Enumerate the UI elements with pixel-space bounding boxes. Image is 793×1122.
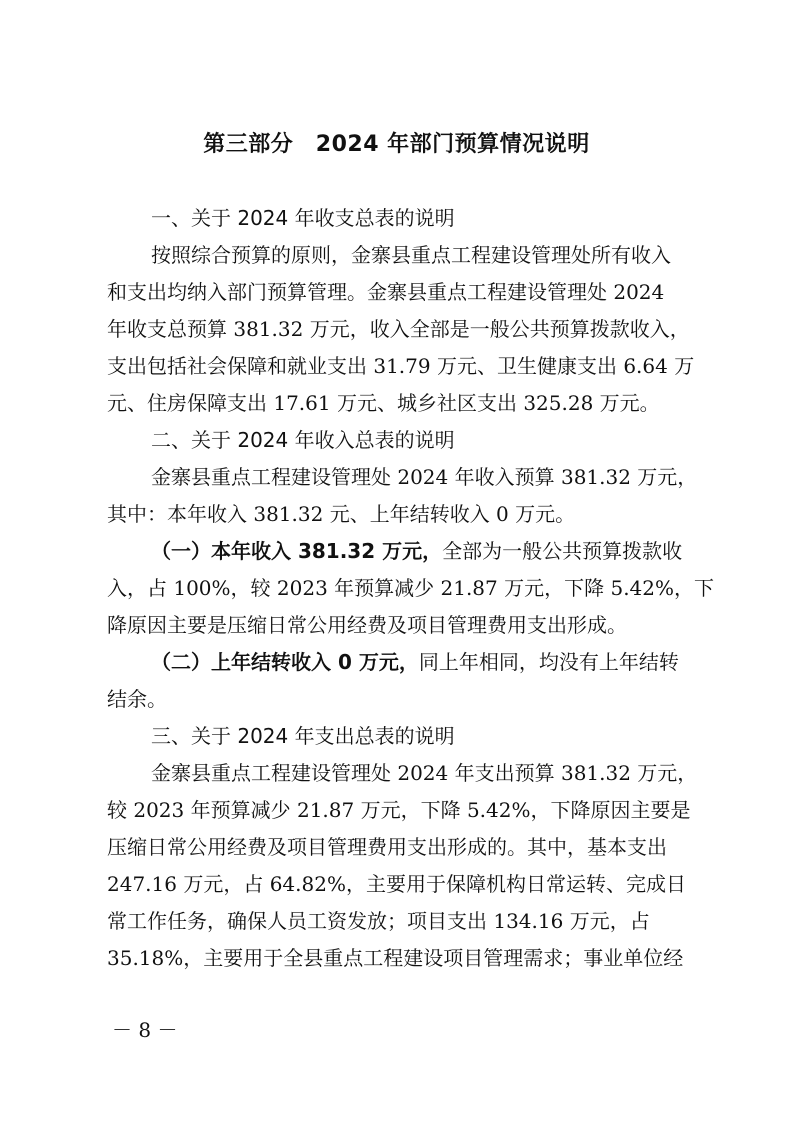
section-2-heading: 二、关于 2024 年收入总表的说明 [151, 428, 455, 452]
item-1-bold-label: （一）本年收入 381.32 万元， [151, 539, 443, 563]
page-number: － 8 － [112, 1018, 178, 1042]
paragraph-line: 35.18%，主要用于全县重点工程建设项目管理需求；事业单位经 [107, 946, 684, 970]
paragraph-line: 247.16 万元，占 64.82%，主要用于保障机构日常运转、完成日 [107, 872, 686, 896]
item-2-bold-label: （二）上年结转收入 0 万元， [151, 650, 419, 674]
page-title: 第三部分 2024 年部门预算情况说明 [203, 132, 590, 157]
item-1-first-line [151, 533, 693, 570]
paragraph-line: 元、住房保障支出 17.61 万元、城乡社区支出 325.28 万元。 [107, 391, 660, 415]
paragraph-line: 其中：本年收入 381.32 元、上年结转收入 0 万元。 [107, 502, 576, 526]
paragraph-line: 和支出均纳入部门预算管理。金寨县重点工程建设管理处 2024 [107, 280, 665, 304]
section-3-heading: 三、关于 2024 年支出总表的说明 [151, 724, 455, 748]
paragraph-line: 降原因主要是压缩日常公用经费及项目管理费用支出形成。 [107, 613, 627, 637]
paragraph-line: 金寨县重点工程建设管理处 2024 年支出预算 381.32 万元， [151, 761, 698, 785]
paragraph-line: 较 2023 年预算减少 21.87 万元，下降 5.42%，下降原因主要是 [107, 798, 691, 822]
item-2-first-line [151, 644, 693, 681]
paragraph-line: 按照综合预算的原则，金寨县重点工程建设管理处所有收入 [151, 243, 671, 267]
item-1-text: 全部为一般公共预算拨款收 [442, 539, 683, 563]
item-2-text: 同上年相同，均没有上年结转 [418, 650, 679, 674]
paragraph-line: 金寨县重点工程建设管理处 2024 年收入预算 381.32 万元， [151, 465, 698, 489]
paragraph-line: 压缩日常公用经费及项目管理费用支出形成的。其中，基本支出 [107, 835, 667, 859]
section-1-heading: 一、关于 2024 年收支总表的说明 [151, 206, 455, 230]
paragraph-line: 入，占 100%，较 2023 年预算减少 21.87 万元，下降 5.42%，下 [107, 576, 715, 600]
paragraph-line: 年收支总预算 381.32 万元，收入全部是一般公共预算拨款收入， [107, 317, 690, 341]
paragraph-line: 结余。 [107, 687, 167, 711]
paragraph-line: 常工作任务，确保人员工资发放；项目支出 134.16 万元，占 [107, 909, 650, 933]
paragraph-line: 支出包括社会保障和就业支出 31.79 万元、卫生健康支出 6.64 万 [107, 354, 695, 378]
